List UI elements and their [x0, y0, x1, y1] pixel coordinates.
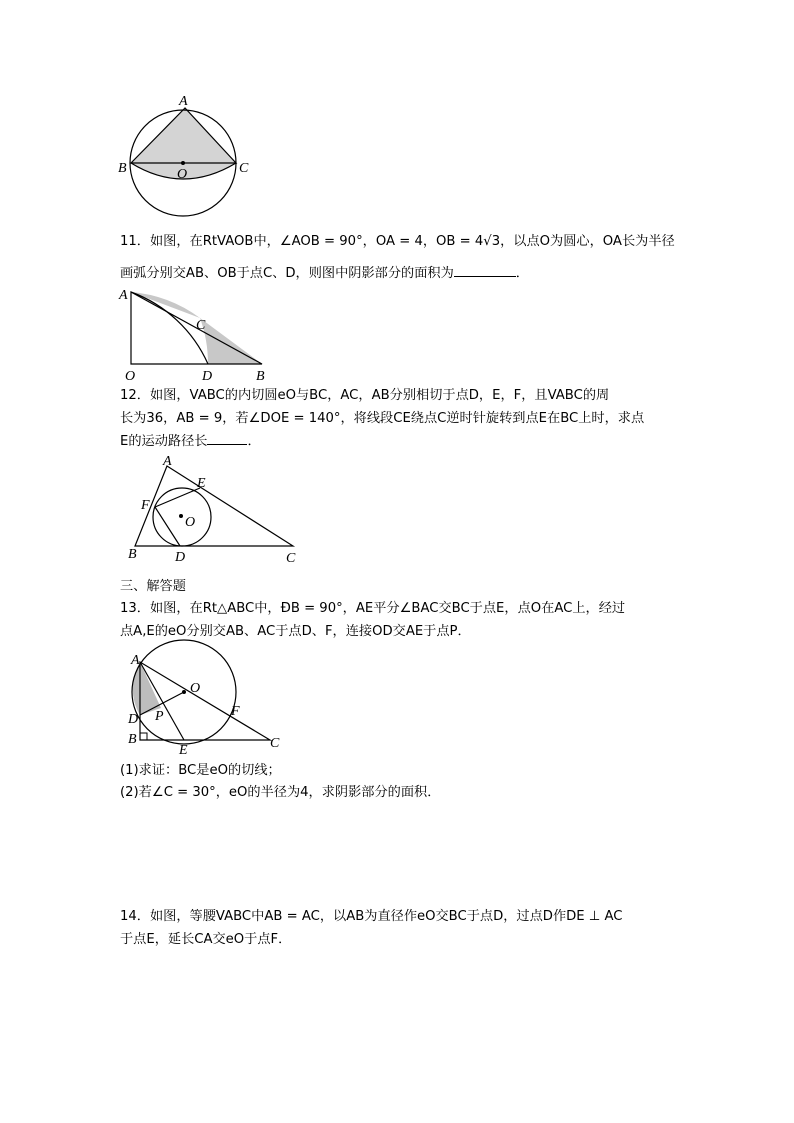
label-a: A [131, 653, 140, 668]
label-e: E [197, 476, 206, 491]
question-12-line-3 [120, 430, 680, 453]
label-c: C [270, 736, 280, 751]
question-12-line-2: 长为36，AB = 9，若∠DOE = 140°，将线段CE绕点C逆时针旋转到点E在BC上时，求点 [120, 411, 645, 426]
label-e: E [179, 743, 188, 758]
label-c: C [239, 161, 249, 176]
figure-question-11 [115, 283, 270, 383]
label-o: O [185, 515, 196, 530]
shaded-triangle-region [131, 108, 236, 163]
question-12-line-1: 12．如图，VABC的内切圆eO与BC，AC，AB分别相切于点D，E，F，且VABC的周 [120, 388, 610, 403]
figure-question-13 [120, 645, 295, 760]
label-o: O [125, 369, 136, 384]
answer-blank [207, 432, 247, 445]
question-11 [120, 230, 680, 285]
triangle-abc [140, 662, 270, 740]
label-o: O [190, 681, 201, 696]
center-point-o [181, 161, 185, 165]
label-a: A [119, 288, 128, 303]
label-b: B [256, 369, 265, 384]
right-angle-mark [140, 733, 147, 740]
question-13-line-2: 点A,E的eO分别交AB、AC于点D、F，连接OD交AE于点P． [120, 624, 471, 639]
answer-blank [454, 264, 516, 277]
figure-question-12 [120, 455, 305, 570]
center-point-o [182, 690, 186, 694]
section-heading: 三、解答题 [120, 579, 186, 594]
label-b: B [128, 547, 137, 562]
center-point-o [179, 514, 183, 518]
label-d: D [128, 712, 139, 727]
question-14 [120, 905, 680, 951]
question-12 [120, 384, 680, 453]
question-13-parts [120, 760, 680, 804]
label-b: B [118, 161, 127, 176]
label-f: F [231, 704, 240, 719]
question-13-part-1: (1)求证：BC是eO的切线； [120, 763, 281, 778]
question-13 [120, 597, 680, 643]
question-12-line-3-text: E的运动路径长 [120, 434, 208, 449]
question-13-part-2: (2)若∠C = 30°，eO的半径为4，求阴影部分的面积． [120, 785, 441, 800]
question-11-line-2-end: ． [515, 266, 529, 281]
question-11-line-2 [120, 262, 680, 285]
question-11-line-1: 11．如图，在RtVAOB中，∠AOB = 90°，OA = 4，OB = 4√3，以点O为圆心，OA长为半径 [120, 234, 675, 249]
label-d: D [202, 369, 213, 384]
question-14-line-2: 于点E，延长CA交eO于点F． [120, 932, 292, 947]
label-d: D [175, 550, 186, 565]
question-13-line-1: 13．如图，在Rt△ABC中，ÐB = 90°，AE平分∠BAC交BC于点E，点O在AC上，经过 [120, 601, 626, 616]
question-14-line-1: 14．如图，等腰VABC中AB = AC，以AB为直径作eO交BC于点D，过点D作DE ⊥ AC [120, 909, 623, 924]
question-11-line-2-text: 画弧分别交AB、OB于点C、D，则图中阴影部分的面积为 [120, 266, 454, 281]
label-o: O [177, 167, 188, 182]
shaded-region-c-d-b [200, 318, 262, 364]
label-f: F [141, 498, 150, 513]
label-a: A [163, 454, 172, 469]
label-p: P [155, 709, 164, 724]
label-c: C [196, 318, 206, 333]
label-b: B [128, 732, 137, 747]
label-a: A [179, 94, 188, 109]
question-12-line-3-end: ． [247, 434, 261, 449]
figure-circle-triangle [115, 95, 260, 225]
label-c: C [286, 551, 296, 566]
